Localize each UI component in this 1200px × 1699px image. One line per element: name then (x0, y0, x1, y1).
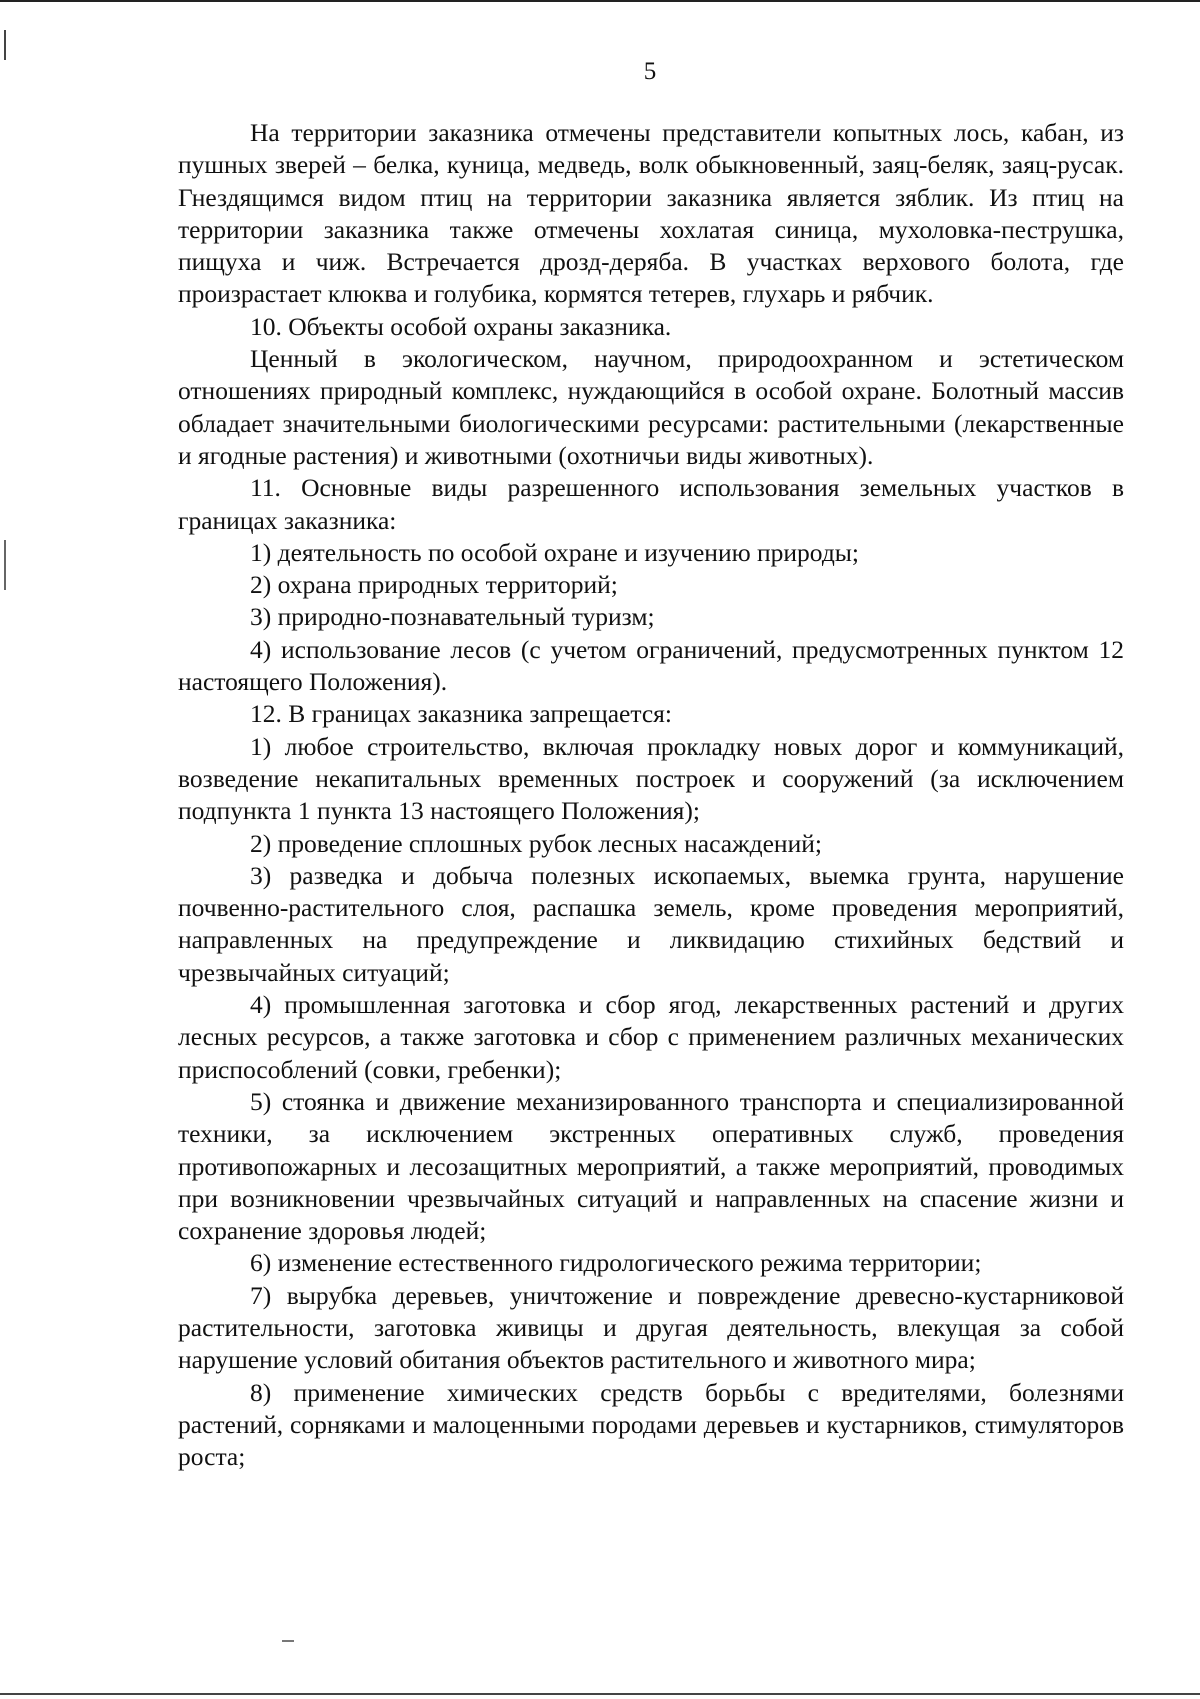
paragraph-fauna: На территории заказника отмечены представители копытных лось, кабан, из пушных зверей – белка, куница, медведь, волк обыкновенный, заяц-беляк, заяц-русак. Гнездящимся видом птиц на территории заказника является зяблик. Из птиц на территории заказника также отмечены хохлатая синица, мухоловка-пеструшка, пищуха и чиж. Встречается дрозд-деряба. В участках верхового болота, где произрастает клюква и голубика, кормятся тетерев, глухарь и рябчик. (178, 118, 1124, 309)
paragraph-section-12-heading: 12. В границах заказника запрещается: (250, 699, 672, 729)
scan-edge-left-lower (4, 540, 6, 590)
scan-edge-left (4, 30, 6, 60)
scan-edge-bottom (0, 1693, 1200, 1695)
list-item-11-3: 3) природно-познавательный туризм; (250, 602, 655, 632)
document-body (178, 117, 1124, 1473)
list-item-12-2: 2) проведение сплошных рубок лесных насаждений; (250, 828, 822, 858)
list-item-12-7: 7) вырубка деревьев, уничтожение и повреждение древесно-кустарниковой растительности, заготовка живицы и другая деятельность, влекущая за собой нарушение условий обитания объектов растительного и животного мира; (178, 1280, 1124, 1375)
list-item-11-2: 2) охрана природных территорий; (250, 570, 618, 600)
paragraph-section-11-heading: 11. Основные виды разрешенного использования земельных участков в границах заказника: (178, 473, 1124, 535)
scan-stray-mark (282, 1640, 294, 1642)
list-item-12-6: 6) изменение естественного гидрологического режима территории; (250, 1248, 982, 1278)
list-item-11-4: 4) использование лесов (с учетом ограничений, предусмотренных пунктом 12 настоящего Положения). (178, 634, 1124, 697)
list-item-12-4: 4) промышленная заготовка и сбор ягод, лекарственных растений и других лесных ресурсов, а также заготовка и сбор с применением различных механических приспособлений (совки, гребенки); (178, 990, 1124, 1084)
scan-edge-top (0, 0, 1200, 2)
paragraph-section-10-heading: 10. Объекты особой охраны заказника. (250, 311, 672, 341)
list-item-11-1: 1) деятельность по особой охране и изучению природы; (250, 537, 860, 567)
list-item-12-3: 3) разведка и добыча полезных ископаемых, выемка грунта, нарушение почвенно-растительного слоя, распашка земель, кроме проведения мероприятий, направленных на предупреждение и ликвидацию стихийных бедствий и чрезвычайных ситуаций; (178, 860, 1124, 987)
page-number: 5 (643, 58, 657, 85)
list-item-12-8: 8) применение химических средств борьбы с вредителями, болезнями растений, сорняками и малоценными породами деревьев и кустарников, стимуляторов роста; (178, 1377, 1124, 1472)
paragraph-protected-objects: Ценный в экологическом, научном, природоохранном и эстетическом отношениях природный комплекс, нуждающийся в особой охране. Болотный массив обладает значительными биологическими ресурсами: растительными (лекарственные и ягодные растения) и животными (охотничьи виды животных). (178, 344, 1124, 470)
list-item-12-5: 5) стоянка и движение механизированного транспорта и специализированной техники, за исключением экстренных оперативных служб, проведения противопожарных и лесозащитных мероприятий, а также мероприятий, проводимых при возникновении чрезвычайных ситуаций и направленных на спасение жизни и сохранение здоровья людей; (178, 1086, 1124, 1246)
list-item-12-1: 1) любое строительство, включая прокладку новых дорог и коммуникаций, возведение некапитальных временных построек и сооружений (за исключением подпункта 1 пункта 13 настоящего Положения); (178, 731, 1124, 826)
